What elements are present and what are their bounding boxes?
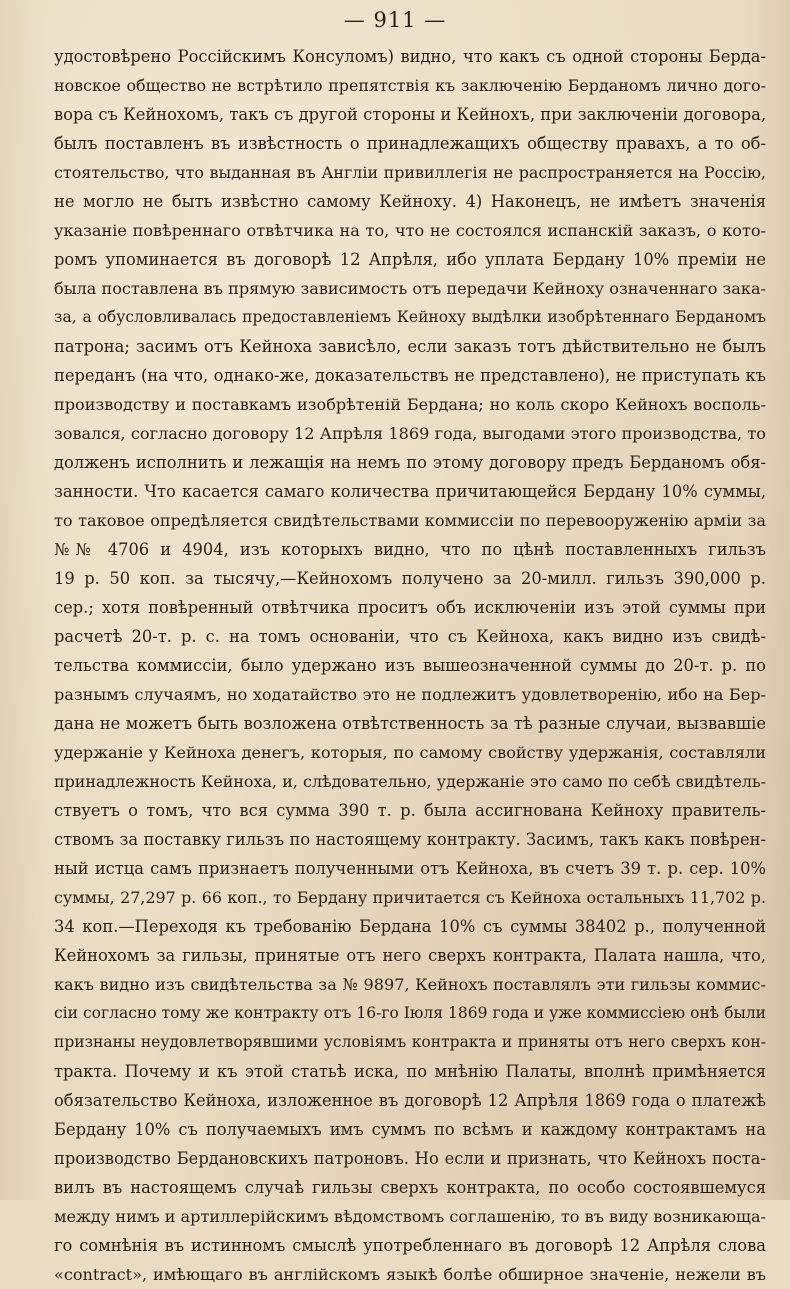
text-line: сіи согласно тому же контракту отъ 16-го Іюля 1869 года и уже коммиссіею онѣ были	[54, 1004, 766, 1022]
text-line: между нимъ и артиллерійскимъ вѣдомствомъ соглашенію, то въ виду возникающа-	[54, 1207, 766, 1226]
text-line: занности. Что касается самаго количества причитающейся Бердану 10% суммы,	[54, 482, 766, 501]
text-line: 19 р. 50 коп. за тысячу,—Кейнохомъ получено за 20-милл. гильзъ 390,000 р.	[54, 569, 766, 588]
text-line: былъ поставленъ въ извѣстность о принадлежащихъ обществу правахъ, а то об-	[54, 134, 766, 153]
text-line: тельства коммиссіи, было удержано изъ вышеозначенной суммы до 20-т. р. по	[54, 656, 766, 675]
text-line: №№ 4706 и 4904, изъ которыхъ видно, что по цѣнѣ поставленныхъ гильзъ	[54, 540, 766, 559]
text-line: признаны неудовлетворявшими условіямъ контракта и приняты отъ него сверхъ кон-	[54, 1033, 766, 1051]
text-line: патрона; засимъ отъ Кейноха зависѣло, если заказъ тотъ дѣйствительно не былъ	[54, 337, 766, 356]
text-line: Бердану 10% съ получаемыхъ имъ суммъ по всѣмъ и каждому контрактамъ на	[54, 1120, 766, 1139]
text-line: долженъ исполнить и лежащія на немъ по этому договору предъ Берданомъ обя-	[54, 453, 766, 472]
text-line: удержаніе у Кейноха денегъ, которыя, по самому свойству удержанія, составляли	[54, 743, 766, 762]
text-line: какъ видно изъ свидѣтельства за № 9897, Кейнохъ поставлялъ эти гильзы коммис-	[54, 975, 766, 994]
text-line: за, а обусловливалась предоставленіемъ Кейноху выдѣлки изобрѣтеннаго Берданомъ	[54, 308, 766, 326]
text-line: вилъ въ настоящемъ случаѣ гильзы сверхъ контракта, по особо состоявшемуся	[54, 1178, 766, 1197]
text-line: принадлежность Кейноха, и, слѣдовательно, удержаніе это само по себѣ свидѣтель-	[54, 772, 766, 791]
text-line: обязательство Кейноха, изложенное въ договорѣ 12 Апрѣля 1869 года о платежѣ	[54, 1091, 766, 1110]
text-line: го сомнѣнія въ истинномъ смыслѣ употребленнаго въ договорѣ 12 Апрѣля слова	[54, 1236, 766, 1255]
text-line: указаніе повѣреннаго отвѣтчика на то, что не состоялся испанскій заказъ, о кото-	[54, 221, 766, 240]
text-line: не могло не быть извѣстно самому Кейноху. 4) Наконецъ, не имѣетъ значенія	[54, 192, 766, 211]
text-line: Кейнохомъ за гильзы, принятые отъ него сверхъ контракта, Палата нашла, что,	[54, 946, 766, 965]
text-line: вора съ Кейнохомъ, такъ съ другой стороны и Кейнохъ, при заключеніи договора,	[54, 105, 766, 124]
text-line: новское общество не встрѣтило препятствія къ заключенію Берданомъ лично дого-	[54, 76, 766, 95]
text-line: расчетѣ 20-т. р. с. на томъ основаніи, что съ Кейноха, какъ видно изъ свидѣ-	[54, 627, 766, 646]
text-line: удостовѣрено Россійскимъ Консуломъ) видно, что какъ съ одной стороны Берда-	[54, 47, 766, 66]
text-line: разнымъ случаямъ, но ходатайство это не подлежитъ удовлетворенію, ибо на Бер-	[54, 685, 766, 704]
text-line: «contract», имѣющаго въ англійскомъ языкѣ болѣе обширное значеніе, нежели въ	[54, 1265, 766, 1284]
text-line: производство Бердановскихъ патроновъ. Но если и признать, что Кейнохъ поста-	[54, 1149, 766, 1168]
text-line: 34 коп.—Переходя къ требованію Бердана 10% съ суммы 38402 р., полученной	[54, 917, 766, 936]
text-line: ный истца самъ признаетъ полученными отъ Кейноха, въ счетъ 39 т. р. сер. 10%	[54, 859, 766, 878]
text-line: зовался, согласно договору 12 Апрѣля 1869 года, выгодами этого производства, то	[54, 424, 766, 443]
text-line: производству и поставкамъ изобрѣтеній Бердана; но коль скоро Кейнохъ восполь-	[54, 395, 766, 414]
text-line: тракта. Почему и къ этой статьѣ иска, по мнѣнію Палаты, вполнѣ примѣняется	[54, 1062, 766, 1081]
text-line: стоятельство, что выданная въ Англіи привиллегія не распространяется на Россію,	[54, 163, 766, 182]
text-line: суммы, 27,297 р. 66 коп., то Бердану причитается съ Кейноха остальныхъ 11,702 р.	[54, 888, 766, 907]
text-line: ствомъ за поставку гильзъ по настоящему контракту. Засимъ, такъ какъ повѣрен-	[54, 830, 766, 849]
body-text	[54, 42, 766, 1289]
text-line: дана не можетъ быть возложена отвѣтственность за тѣ разные случаи, вызвавшіе	[54, 714, 766, 733]
text-line: переданъ (на что, однако-же, доказательствъ не представлено), не приступать къ	[54, 366, 766, 385]
text-line: была поставлена въ прямую зависимость отъ передачи Кейноху означеннаго зака-	[54, 279, 766, 298]
text-line: ромъ упоминается въ договорѣ 12 Апрѣля, ибо уплата Бердану 10% преміи не	[54, 250, 766, 269]
text-line: то таковое опредѣляется свидѣтельствами коммиссіи по перевооруженію арміи за	[54, 511, 766, 530]
text-line: ствуетъ о томъ, что вся сумма 390 т. р. была ассигнована Кейноху правитель-	[54, 801, 766, 820]
page-number: — 911 —	[343, 8, 447, 32]
text-line: сер.; хотя повѣренный отвѣтчика проситъ объ исключеніи изъ этой суммы при	[54, 598, 766, 617]
